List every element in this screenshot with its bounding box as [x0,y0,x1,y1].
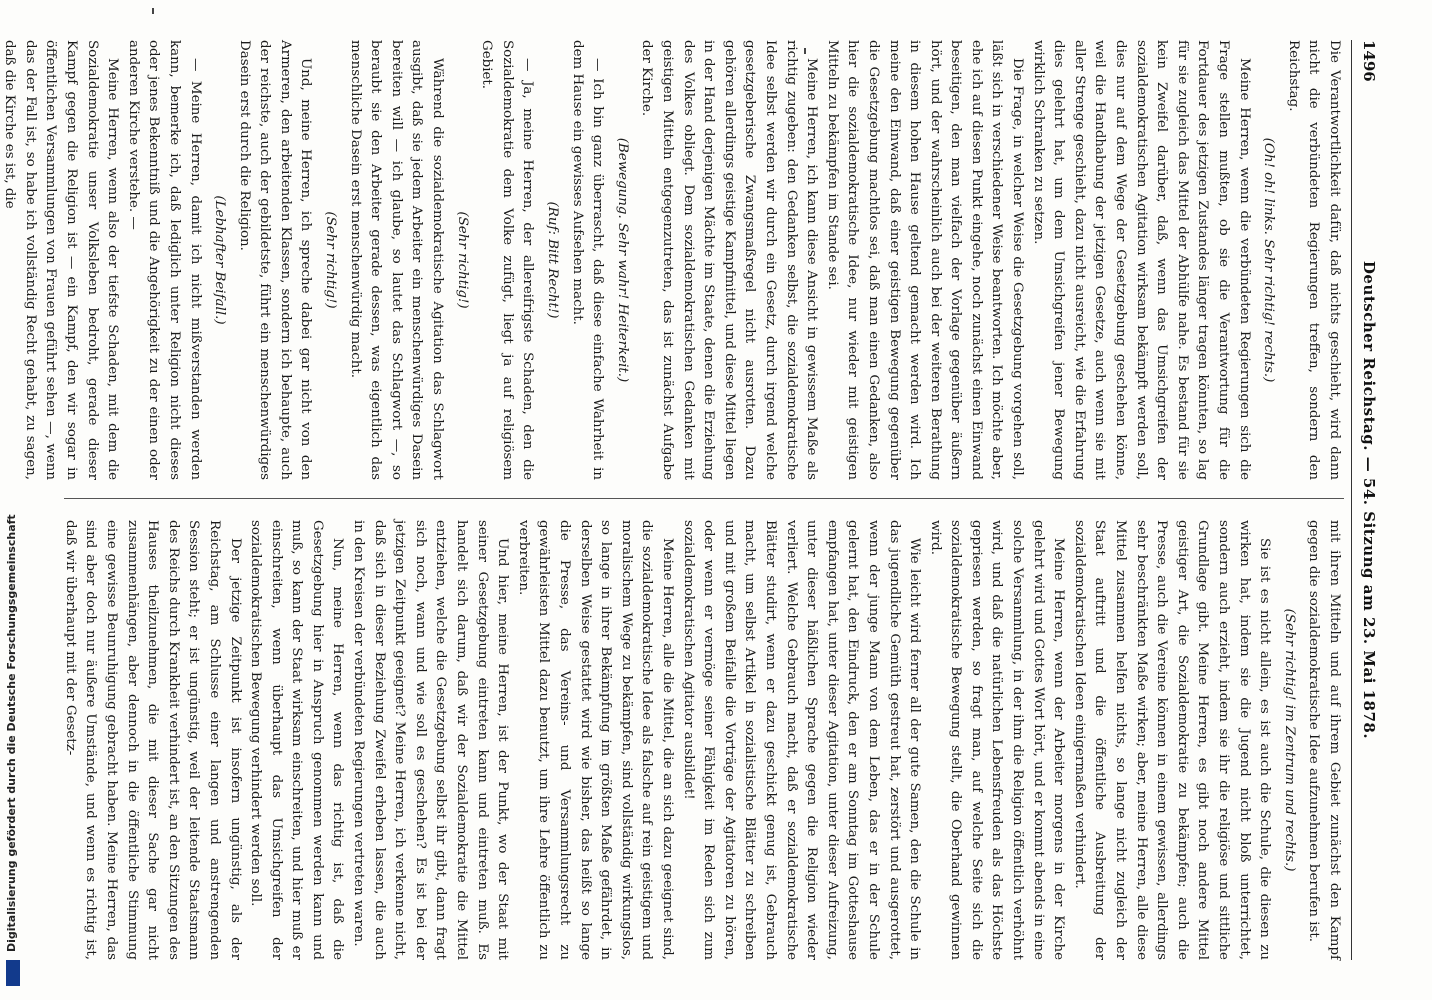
interjection: (Ruf: Bitt Recht!) [545,201,561,319]
paragraph: — Ja, meine Herren, der allereifrigste Schaden, den die Sozialdemokratie dem Volke zufügt, liegt ja auf religiösem Gebiet. [479,40,536,480]
interjection: (Sehr richtig! im Zentrum und rechts.) [1281,608,1297,872]
right-text-column [64,520,1344,960]
digitization-footer [4,514,24,992]
footer-credit: Digitalisierung gefördert durch die Deutsche Forschungsgemeinschaft [5,514,18,952]
paragraph: Meine Herren, ich kann diese Ansicht in gewissem Maße als richtig zugeben: den Gedanken selbst, die sozialdemokratische Idee selbst werden wir durch ein Gesetz, durch irgend welche gesetzgeberische Zwangsmaßregel nicht ausrotten. Dazu gehören allerdings geistige Kampfmittel, und diese Mittel liegen in der Hand derjenigen Mächte im Staate, denen die Erziehung des Volkes obliegt. Dem sozialdemokratischen Gedanken mit geistigen Mitteln entgegenzutreten, das ist zunächst Aufgabe der Kirche. [639,40,820,480]
paragraph: Nun, meine Herren, wenn das richtig ist, daß die Gesetzgebung hier in Anspruch genommen werden kann und muß, so kann der Staat wirksam einschreiten, und hier muß er einschreiten, wenn überhaupt das Umsichgreifen der sozialdemokratischen Bewegung verhindert werden soll. [248,520,346,960]
page-title: Deutscher Reichstag. — 54. Sitzung am 23. Mai 1878. [1360,260,1378,740]
page-header [1352,40,1382,960]
dfg-logo [6,960,20,986]
left-text-column [2,40,1344,480]
paragraph: Meine Herren, alle die Mittel, die an sich dazu geeignet sind, die sozialdemokratische Idee als falsche auf rein geistigem und moralischem Wege zu bekämpfen, sind vollständig wirkungslos, so lange in ihrer Bekämpfung im größten Maße gefährdet, in derselben Weise gestattet wird wie bisher, das heißt so lange die Presse, das Vereins- und Versammlungsrecht zu gewährleisten Mittel dazu benutzt, um ihre Lehre öffentlich zu verbreiten. [515,520,675,960]
paragraph: Wie leicht wird ferner all der gute Samen, den die Schule in das jugendliche Gemüth gestreut hat, zerstört und ausgerottet, wenn der junge Mann von dem Leben, das er in der Schule gelernt hat, den Eindruck, den er am Sonntag im Gotteshause empfangen hat, unter dieser Agitation, unter dieser Aufreizung, unter dieser häßlichen Sprache gegen die Religion wieder verliert. Welche Gebrauch macht, daß er sozialdemokratische Blätter studirt, wenn er dazu geschickt genug ist, Gebrauch macht, um selbst Artikel in sozialistische Blätter zu schreiben und mit großem Beifalle die Vorträge der Agitatoren zu hören, oder wenn er vermöge seiner Fähigkeit im Reden sich zum sozialdemokratischen Agitator ausbildet! [680,520,923,960]
paragraph: Die Frage, in welcher Weise die Gesetzgebung vorgehen soll, läßt sich in verschiedener Weise beantworten. Ich möchte aber, ehe ich auf diesen Punkt eingehe, noch zunächst einen Einwand beseitigen, den man vielfach der Vorlage gegenüber äußern hört, und der wahrscheinlich auch bei der weiteren Berathung in diesem hohen Hause geltend gemacht werden wird. Ich meine den Einwand, daß einer geistigen Bewegung gegenüber die Gesetzgebung machtlos sei, daß man einen Gedanken, also hier die sozialdemokratische Idee, nur wieder mit geistigen Mitteln zu bekämpfen im Stande sei. [824,40,1026,480]
paragraph: — Meine Herren, damit ich nicht mißverstanden werden kann, bemerke ich, daß lediglich unter Religion nicht dieses oder jenes Bekenntniß und die Angehörigkeit zu der einen oder anderen Kirche verstehe. — [125,40,203,480]
paragraph: Meine Herren, wenn also der tiefste Schaden, mit dem die Sozialdemokratie unser Volksleben bedroht, gerade dieser Kampf gegen die Religion ist — ein Kampf, den wir sogar in öffentlichen Versammlungen von Frauen geführt sehen —, wenn das der Fall ist, so habe ich vollständig Recht gehabt, zu sagen, daß die Kirche es ist, die [2,40,121,480]
header-rule [1351,40,1352,960]
interjection: (Lebhafter Beifall.) [212,195,228,325]
paragraph: Meine Herren, wenn die verbündeten Regierungen sich die Frage stellen mußten, ob sie die Verantwortung für die Fortdauer des jetzigen Zustandes länger tragen könnten, so lag für sie zugleich das Mittel der Abhülfe nahe. Es bestand für sie kein Zweifel darüber, daß, wenn das Umsichgreifen der sozialdemokratischen Agitation wirksam bekämpft werden soll, dies nur auf dem Wege der Gesetzgebung geschehen könne, weil die Handhabung der jetzigen Gesetze, auch wenn sie mit aller Strenge geschieht, dazu nicht ausreicht, wie die Erfahrung dies gelehrt hat, um dem Umsichgreifen jener Bewegung wirklich Schranken zu setzen. [1030,40,1252,480]
interjection: (Sehr richtig!) [323,211,339,309]
column-divider [64,498,1344,499]
paragraph: Während die sozialdemokratische Agitation das Schlagwort ausgibt, daß sie jedem Arbeiter ein menschenwürdiges Dasein bereiten will — ich glaube, so lautet das Schlagwort —, so beraubt sie den Arbeiter gerade dessen, was eigentlich das menschliche Dasein erst menschenwürdig macht. [347,40,446,480]
page-number: 1496 [1360,40,1378,82]
paragraph: mit ihren Mitteln und auf ihrem Gebiet zunächst den Kampf gegen die sozialdemokratische Idee aufzunehmen berufen ist. [1306,520,1342,960]
paragraph: — Ich bin ganz überrascht, daß diese einfache Wahrheit in dem Hause ein gewisses Aufsehen macht. [569,40,606,480]
scan-mark [152,8,154,14]
paragraph: Die Verantwortlichkeit dafür, daß nichts geschieht, wird dann nicht die verbündeten Regierungen treffen, sondern den Reichstag. [1285,40,1342,480]
interjection: (Oh! oh! links. Sehr richtig! rechts.) [1261,137,1277,383]
scan-mark [804,48,806,54]
paragraph: Der jetzige Zeitpunkt ist insofern ungünstig, als der Reichstag, am Schlusse einer langen und anstrengenden Session steht; er ist ungünstig, weil der leitende Staatsmann des Reichs durch Krankheit verhindert ist, an den Sitzungen des Hauses theilzunehmen, die mit dieser Sache gar nicht zusammenhängen, aber dennoch in die öffentliche Stimmung eine gewisse Beunruhigung gebracht haben. Meine Herren, das sind aber doch nur äußere Umstände, und wenn es richtig ist, daß wir überhaupt mit der Gesetz- [62,520,243,960]
paragraph: Und, meine Herren, ich spreche dabei gar nicht von den Armeren, den arbeitenden Klassen, sondern ich behaupte, auch der reichste, auch der gebildetste, führt ein menschenwürdiges Dasein erst durch die Religion. [236,40,314,480]
interjection: (Sehr richtig!) [454,211,470,309]
paragraph: Meine Herren, wenn der Arbeiter morgens in der Kirche gelehrt wird und Gottes Wort hört, und er kommt abends in eine solche Versammlung, in der ihm die Religion öffentlich verhöhnt wird, und daß die natürlichen Lebensfreuden als das Höchste gepriesen werden, so fragt man, auf welche Seite sich die sozialdemokratische Bewegung stellt, die Oberhand gewinnen wird. [927,520,1067,960]
interjection: (Bewegung. Sehr wahr! Heiterkeit.) [614,137,630,383]
paragraph: Sie ist es nicht allein, es ist auch die Schule, die diesen zu wirken hat, indem sie die Jugend nicht bloß unterrichtet, sondern auch erzieht, indem sie ihr die religiöse und sittliche Grundlage gibt. Meine Herren, es gibt noch andere Mittel geistiger Art, die Sozialdemokratie zu bekämpfen; auch die Presse, auch die Vereine können in einem gewissen, allerdings sehr beschränkten Maße wirken; aber, meine Herren, alle diese Mittel zusammen helfen nichts, so lange nicht zugleich der Staat auftritt und die öffentliche Ausbreitung der sozialdemokratischen Ideen einigermaßen verhindert. [1071,520,1273,960]
paragraph: Und hier, meine Herren, ist der Punkt, wo der Staat mit seiner Gesetzgebung eintreten kann und eintreten muß. Es handelt sich darum, daß wir der Sozialdemokratie die Mittel entziehen, welche die Gesetzgebung selbst ihr gibt, dann fragt sich noch, wann und wie soll es geschehen? Es ist bei der jetzigen Zeitpunkt geeignet? Meine Herren, ich verkenne nicht, daß sich in dieser Beziehung Zweifel erheben lassen, die auch in den Kreisen der verbündeten Regierungen vertreten waren. [351,520,511,960]
